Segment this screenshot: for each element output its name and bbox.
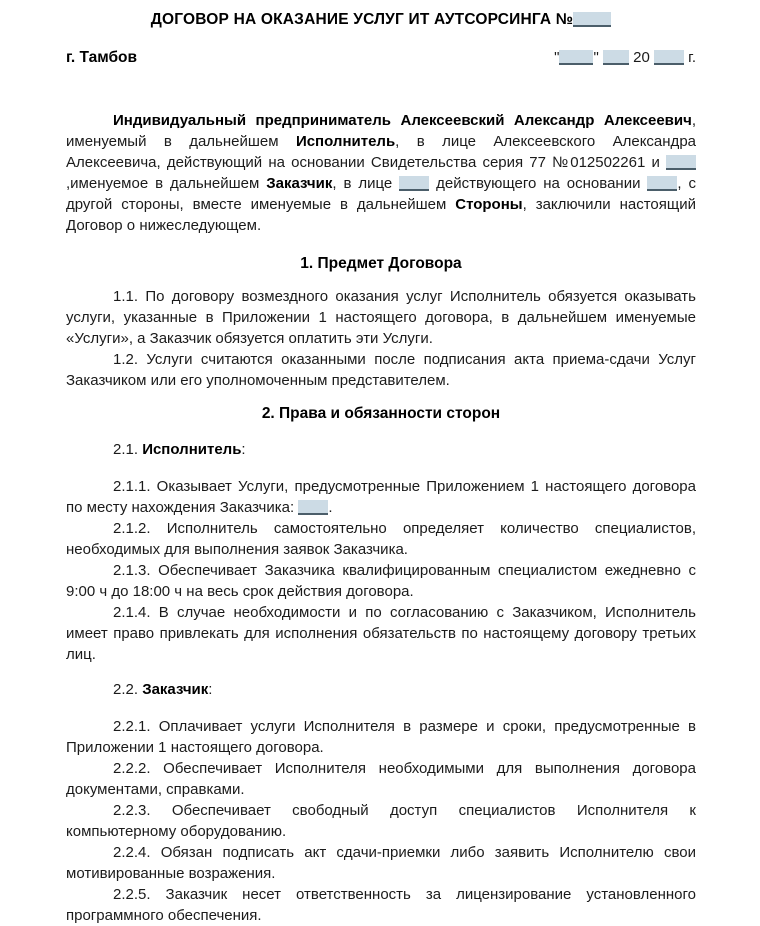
placeholder-field[interactable]	[647, 176, 677, 191]
text-run: 2.2.1. Оплачивает услуги Исполнителя в размере и сроки, предусмотренные в Приложении 1 настоящего договора.	[66, 718, 696, 756]
placeholder-field[interactable]	[298, 500, 328, 515]
city-label: г. Тамбов	[66, 49, 138, 66]
clause-2-2-5	[66, 884, 696, 926]
text-run: 2.2.5. Заказчик несет ответственность за лицензирование установленного программного обеспечения.	[66, 886, 696, 924]
subsection-2-1-label	[66, 439, 696, 460]
text-run: , именуемый в дальнейшем	[66, 112, 696, 150]
text-run: Заказчик	[266, 175, 333, 192]
text-run: :	[241, 441, 246, 458]
placeholder-field[interactable]	[559, 50, 593, 65]
clause-2-2-3	[66, 800, 696, 842]
text-run: , в лице Алексеевского Александра Алексеевича, действующий на основании Свидетельства серия 77 №012502261 и	[66, 133, 696, 171]
clause-2-2-2	[66, 758, 696, 800]
text-run: Заказчик	[142, 681, 209, 698]
text-run: , с другой стороны, вместе именуемые в дальнейшем	[66, 175, 696, 213]
text-run: 2.1.3. Обеспечивает Заказчика квалифицированным специалистом ежедневно с 9:00 ч до 18:00 ч на весь срок действия договора.	[66, 562, 696, 600]
clause-2-1-3	[66, 560, 696, 602]
document-title	[66, 9, 696, 30]
text-run: ДОГОВОР НА ОКАЗАНИЕ УСЛУГ ИТ АУТСОРСИНГА №	[150, 11, 574, 28]
text-run: 1.1. По договору возмездного оказания услуг Исполнитель обязуется оказывать услуги, указанные в Приложении 1 настоящего договора, в дальнейшем именуемые «Услуги», а Заказчик обязуется оплатить эти Услуги.	[66, 288, 696, 347]
placeholder-field[interactable]	[666, 155, 696, 170]
clause-1-2	[66, 349, 696, 391]
text-run: 1.2. Услуги считаются оказанными после подписания акта приема-сдачи Услуг Заказчиком или его уполномоченным представителем.	[66, 351, 696, 389]
text-run: "	[554, 49, 560, 66]
placeholder-field[interactable]	[573, 12, 611, 27]
text-run: 2.1.	[113, 441, 143, 458]
text-run: Исполнитель	[295, 133, 396, 150]
text-run: Индивидуальный предприниматель Алексеевский Александр Алексеевич	[113, 112, 692, 129]
placeholder-field[interactable]	[603, 50, 629, 65]
clause-2-1-4	[66, 602, 696, 665]
text-run: 2.1.4. В случае необходимости и по согласованию с Заказчиком, Исполнитель имеет право привлекать для исполнения обязательств по настоящему договору третьих лиц.	[66, 604, 696, 663]
text-run: Стороны	[455, 196, 523, 213]
text-run: , в лице	[332, 175, 400, 192]
text-run: :	[208, 681, 213, 698]
clause-2-2-1	[66, 716, 696, 758]
section-2-heading: 2. Права и обязанности сторон	[261, 405, 501, 422]
text-run: 2.2.4. Обязан подписать акт сдачи-приемки либо заявить Исполнителю свои мотивированные возражения.	[66, 844, 696, 882]
clause-2-1-2	[66, 518, 696, 560]
text-run: ,именуемое в дальнейшем	[66, 175, 267, 192]
text-run: 2.2.	[113, 681, 143, 698]
text-run: 2.2.2. Обеспечивает Исполнителя необходимыми для выполнения договора документами, справками.	[66, 760, 696, 798]
text-run: 2.1.2. Исполнитель самостоятельно определяет количество специалистов, необходимых для выполнения заявок Заказчика.	[66, 520, 696, 558]
text-run: действующего на основании	[429, 175, 648, 192]
subsection-2-2-label	[66, 679, 696, 700]
clause-2-2-4	[66, 842, 696, 884]
placeholder-field[interactable]	[654, 50, 684, 65]
preamble-paragraph	[66, 110, 696, 236]
text-run: Исполнитель	[142, 441, 242, 458]
clause-2-1-1	[66, 476, 696, 518]
date-line	[554, 47, 696, 68]
meta-row	[66, 47, 696, 68]
text-run: "	[593, 49, 603, 66]
clause-1-1	[66, 286, 696, 349]
text-run: .	[328, 499, 333, 516]
text-run: , заключили настоящий Договор о нижеследующем.	[66, 196, 696, 234]
text-run: 2.1.1. Оказывает Услуги, предусмотренные Приложением 1 настоящего договора по месту нахождения Заказчика:	[66, 478, 696, 516]
section-1-heading: 1. Предмет Договора	[300, 255, 462, 272]
text-run: 2.2.3. Обеспечивает свободный доступ специалистов Исполнителя к компьютерному оборудованию.	[66, 802, 696, 840]
placeholder-field[interactable]	[399, 176, 429, 191]
text-run: г.	[684, 49, 696, 66]
text-run: 20	[628, 49, 655, 66]
